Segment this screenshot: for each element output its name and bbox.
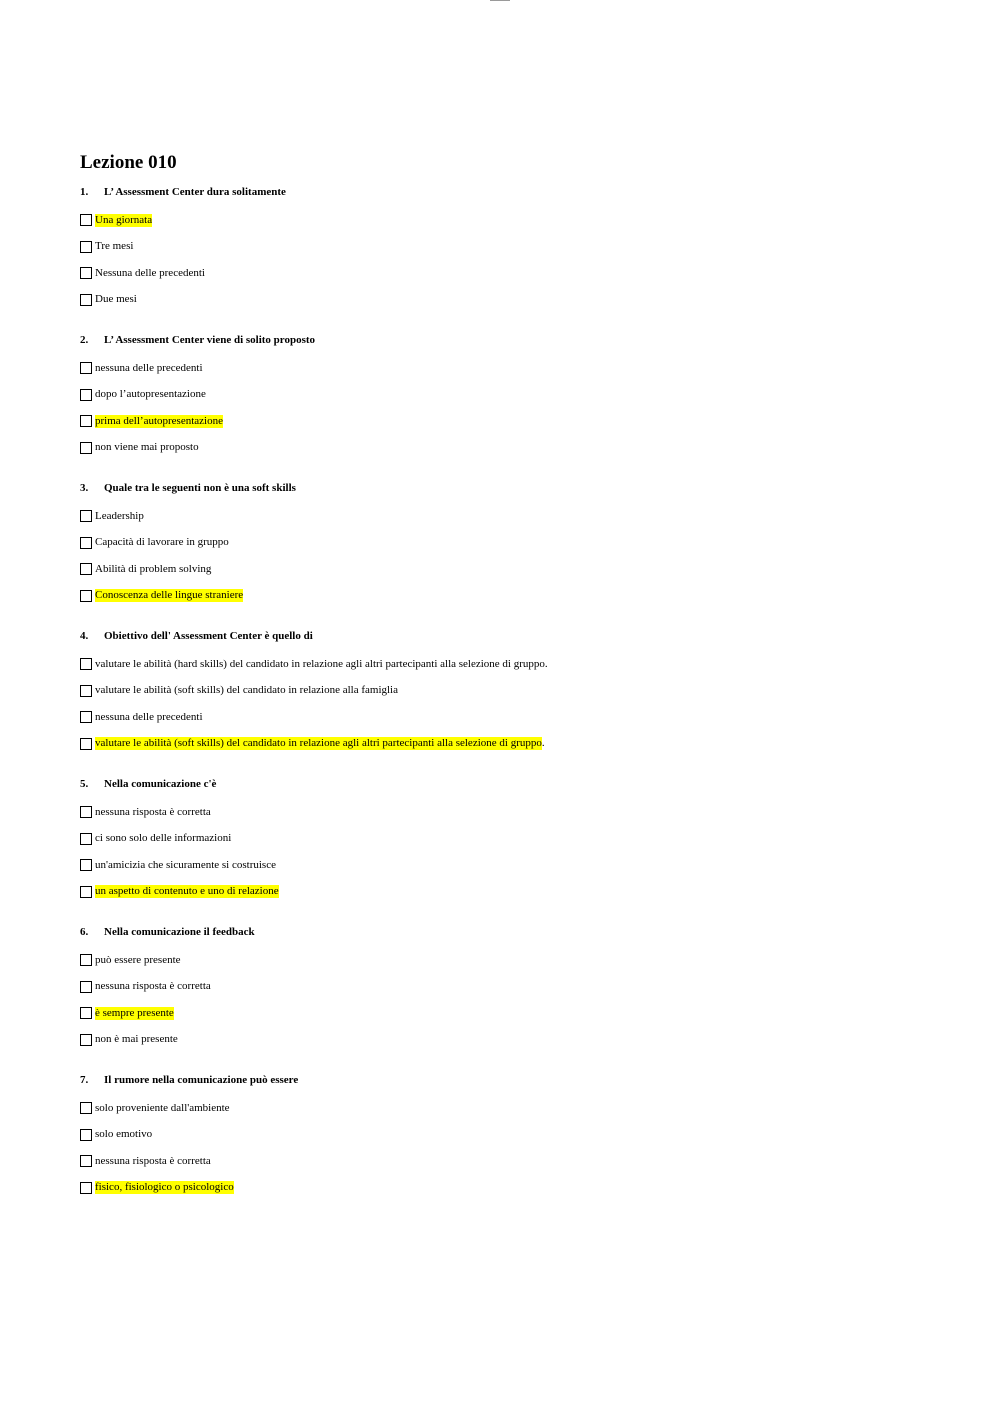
highlighted-answer-label: fisico, fisiologico o psicologico [95,1181,234,1194]
answer-option[interactable] [80,408,960,435]
answer-option[interactable] [80,1095,960,1122]
checkbox-icon[interactable] [80,1129,92,1141]
answer-label: nessuna delle precedenti [95,710,203,723]
checkbox-icon[interactable] [80,1102,92,1114]
answer-label: nessuna delle precedenti [95,361,203,374]
checkbox-icon[interactable] [80,1007,92,1019]
checkbox-icon[interactable] [80,267,92,279]
checkbox-icon[interactable] [80,415,92,427]
question-heading [80,331,960,349]
checkbox-icon[interactable] [80,214,92,226]
answer-label: Capacità di lavorare in gruppo [95,536,229,549]
quiz-document [80,151,960,1219]
answer-label: Leadership [95,509,144,522]
question-number: 3. [80,482,89,494]
answer-label: non è mai presente [95,1033,178,1046]
answer-label: un'amicizia che sicuramente si costruisce [95,858,276,871]
answer-label: dopo l’autopresentazione [95,388,206,401]
question-text: L’ Assessment Center dura solitamente [104,186,286,198]
answer-option[interactable] [80,207,960,234]
checkbox-icon[interactable] [80,563,92,575]
highlighted-answer-label: valutare le abilità (soft skills) del candidato in relazione agli altri partecipanti alla selezione di gruppo [95,737,542,750]
answer-option[interactable] [80,1122,960,1149]
question-heading [80,923,960,941]
question-heading [80,479,960,497]
highlighted-answer-label: Conoscenza delle lingue straniere [95,589,244,602]
checkbox-icon[interactable] [80,442,92,454]
checkbox-icon[interactable] [80,590,92,602]
answer-label: può essere presente [95,953,181,966]
question-heading [80,1071,960,1089]
highlighted-answer-label: Una giornata [95,213,153,226]
header-mark [490,0,510,3]
answer-option[interactable] [80,879,960,906]
answer-option[interactable] [80,503,960,530]
question-heading [80,627,960,645]
lesson-title: Lezione 010 [80,152,177,173]
checkbox-icon[interactable] [80,738,92,750]
answer-option[interactable] [80,1027,960,1054]
answer-label: valutare le abilità (soft skills) del candidato in relazione alla famiglia [95,684,398,697]
question-text: Quale tra le seguenti non è una soft skills [104,482,296,494]
question-number: 5. [80,778,89,790]
checkbox-icon[interactable] [80,389,92,401]
question-text: Nella comunicazione il feedback [104,926,255,938]
checkbox-icon[interactable] [80,1182,92,1194]
answer-label: solo emotivo [95,1128,153,1141]
answer-option[interactable] [80,583,960,610]
answer-option[interactable] [80,678,960,705]
question-7 [80,1071,960,1201]
checkbox-icon[interactable] [80,537,92,549]
question-list [80,183,960,1201]
answer-label: Tre mesi [95,240,134,253]
answer-label: solo proveniente dall'ambiente [95,1101,230,1114]
answer-label: nessuna risposta è corretta [95,980,211,993]
question-text: Nella comunicazione c'è [104,778,217,790]
question-number: 1. [80,186,89,198]
question-3 [80,479,960,609]
answer-option[interactable] [80,1000,960,1027]
checkbox-icon[interactable] [80,510,92,522]
checkbox-icon[interactable] [80,711,92,723]
answer-option[interactable] [80,530,960,557]
highlighted-answer-label: prima dell’autopresentazione [95,414,223,427]
answer-label: valutare le abilità (hard skills) del candidato in relazione agli altri partecipanti alla selezione di gruppo. [95,657,548,670]
answer-label: ci sono solo delle informazioni [95,832,232,845]
checkbox-icon[interactable] [80,294,92,306]
answer-label: non viene mai proposto [95,441,199,454]
checkbox-icon[interactable] [80,981,92,993]
highlighted-answer-label: un aspetto di contenuto e uno di relazione [95,885,279,898]
answer-option[interactable] [80,731,960,758]
question-1 [80,183,960,313]
checkbox-icon[interactable] [80,954,92,966]
question-number: 2. [80,334,89,346]
question-4 [80,627,960,757]
answer-label: Abilità di problem solving [95,562,212,575]
answer-suffix: . [541,737,545,750]
answer-option[interactable] [80,287,960,314]
question-5 [80,775,960,905]
checkbox-icon[interactable] [80,806,92,818]
answer-option[interactable] [80,799,960,826]
checkbox-icon[interactable] [80,886,92,898]
checkbox-icon[interactable] [80,685,92,697]
answer-option[interactable] [80,382,960,409]
answer-option[interactable] [80,1175,960,1202]
checkbox-icon[interactable] [80,833,92,845]
answer-option[interactable] [80,947,960,974]
answer-option[interactable] [80,1148,960,1175]
checkbox-icon[interactable] [80,1034,92,1046]
checkbox-icon[interactable] [80,859,92,871]
checkbox-icon[interactable] [80,1155,92,1167]
checkbox-icon[interactable] [80,362,92,374]
question-2 [80,331,960,461]
answer-option[interactable] [80,355,960,382]
highlighted-answer-label: è sempre presente [95,1006,174,1019]
question-heading [80,775,960,793]
answer-label: nessuna risposta è corretta [95,1154,211,1167]
question-text: L’ Assessment Center viene di solito proposto [104,334,316,346]
answer-label: Nessuna delle precedenti [95,266,205,279]
answer-option[interactable] [80,260,960,287]
answer-option[interactable] [80,704,960,731]
checkbox-icon[interactable] [80,241,92,253]
question-number: 4. [80,630,89,642]
answer-option[interactable] [80,826,960,853]
question-6 [80,923,960,1053]
question-text: Obiettivo dell' Assessment Center è quello di [104,630,313,642]
answer-label: nessuna risposta è corretta [95,805,211,818]
answer-option[interactable] [80,852,960,879]
question-heading [80,183,960,201]
question-number: 6. [80,926,89,938]
answer-label: Due mesi [95,293,137,306]
question-text: Il rumore nella comunicazione può essere [104,1074,299,1086]
checkbox-icon[interactable] [80,658,92,670]
answer-option[interactable] [80,435,960,462]
answer-option[interactable] [80,556,960,583]
answer-option[interactable] [80,651,960,678]
answer-option[interactable] [80,974,960,1001]
answer-option[interactable] [80,234,960,261]
question-number: 7. [80,1074,89,1086]
